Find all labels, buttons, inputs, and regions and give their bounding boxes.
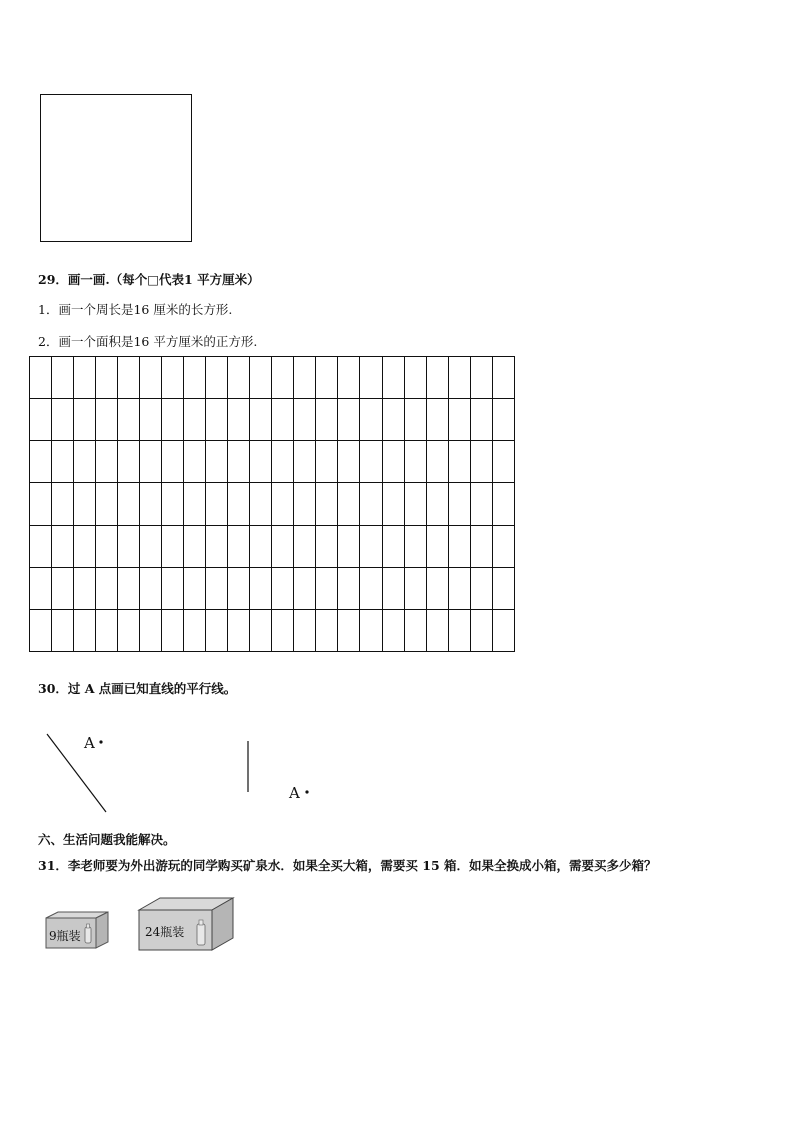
grid-cell	[162, 567, 184, 609]
grid-cell	[492, 525, 514, 567]
grid-cell	[250, 399, 272, 441]
grid-cell	[228, 567, 250, 609]
grid-cell	[206, 399, 228, 441]
grid-cell	[250, 609, 272, 651]
grid-cell	[52, 441, 74, 483]
grid-cell	[492, 483, 514, 525]
grid-cell	[404, 567, 426, 609]
grid-cell	[228, 483, 250, 525]
grid-cell	[294, 609, 316, 651]
grid-cell	[382, 357, 404, 399]
section-6-title: 六、生活问题我能解决。	[38, 832, 176, 847]
grid-cell	[206, 525, 228, 567]
grid-cell	[118, 567, 140, 609]
grid-cell	[382, 441, 404, 483]
q31-title: 31．李老师要为外出游玩的同学购买矿泉水．如果全买大箱，需要买 15 箱．如果全换成小箱，需要买多少箱？	[38, 858, 657, 873]
grid-cell	[30, 357, 52, 399]
grid-cell	[96, 567, 118, 609]
grid-cell	[360, 567, 382, 609]
grid-cell	[492, 399, 514, 441]
grid-cell	[272, 483, 294, 525]
grid-cell	[294, 399, 316, 441]
grid-row	[30, 441, 515, 483]
grid-cell	[206, 483, 228, 525]
grid-cell	[30, 441, 52, 483]
grid-cell	[250, 357, 272, 399]
grid-cell	[426, 567, 448, 609]
grid-cell	[404, 399, 426, 441]
grid-cell	[448, 357, 470, 399]
grid-cell	[140, 357, 162, 399]
grid-cell	[74, 609, 96, 651]
grid-row	[30, 567, 515, 609]
drawing-grid	[29, 356, 515, 652]
q29-task-1: 1．画一个周长是16 厘米的长方形.	[38, 302, 233, 317]
bottle-icon	[85, 927, 91, 943]
grid-cell	[184, 483, 206, 525]
grid-cell	[316, 483, 338, 525]
grid-cell	[118, 357, 140, 399]
grid-cell	[228, 441, 250, 483]
grid-cell	[294, 441, 316, 483]
grid-cell	[30, 483, 52, 525]
grid-cell	[228, 357, 250, 399]
grid-cell	[272, 567, 294, 609]
grid-cell	[316, 567, 338, 609]
grid-cell	[96, 483, 118, 525]
grid-cell	[360, 441, 382, 483]
grid-cell	[250, 483, 272, 525]
given-line-diagonal	[47, 734, 106, 812]
grid-cell	[448, 441, 470, 483]
grid-cell	[360, 525, 382, 567]
grid-cell	[184, 441, 206, 483]
grid-cell	[228, 399, 250, 441]
grid-cell	[74, 441, 96, 483]
grid-cell	[360, 399, 382, 441]
grid-cell	[316, 399, 338, 441]
grid-cell	[30, 567, 52, 609]
grid-cell	[338, 483, 360, 525]
grid-cell	[74, 483, 96, 525]
grid-cell	[250, 441, 272, 483]
grid-cell	[206, 567, 228, 609]
grid-cell	[250, 525, 272, 567]
grid-cell	[360, 357, 382, 399]
grid-cell	[184, 525, 206, 567]
grid-cell	[52, 609, 74, 651]
grid-cell	[294, 357, 316, 399]
grid-cell	[52, 483, 74, 525]
grid-cell	[162, 357, 184, 399]
grid-cell	[30, 399, 52, 441]
q30-title: 30．过 A 点画已知直线的平行线。	[38, 681, 237, 696]
grid-cell	[118, 441, 140, 483]
point-a-dot-1	[99, 740, 102, 743]
grid-cell	[206, 357, 228, 399]
grid-cell	[470, 399, 492, 441]
grid-cell	[206, 441, 228, 483]
grid-cell	[96, 399, 118, 441]
grid-cell	[118, 609, 140, 651]
grid-cell	[74, 357, 96, 399]
grid-cell	[360, 483, 382, 525]
grid-cell	[96, 609, 118, 651]
grid-cell	[30, 525, 52, 567]
grid-cell	[140, 567, 162, 609]
grid-cell	[382, 399, 404, 441]
bottle-icon	[197, 924, 205, 945]
grid-cell	[74, 525, 96, 567]
grid-cell	[118, 483, 140, 525]
grid-cell	[382, 483, 404, 525]
grid-cell	[162, 525, 184, 567]
grid-cell	[140, 441, 162, 483]
grid-cell	[228, 525, 250, 567]
grid-cell	[404, 357, 426, 399]
square-figure	[40, 94, 192, 242]
grid-cell	[272, 525, 294, 567]
grid-cell	[470, 525, 492, 567]
large-box-label: 24瓶装	[145, 925, 185, 939]
grid-cell	[470, 609, 492, 651]
grid-cell	[448, 483, 470, 525]
grid-cell	[30, 609, 52, 651]
grid-cell	[272, 609, 294, 651]
grid-cell	[470, 441, 492, 483]
grid-cell	[316, 441, 338, 483]
grid-cell	[316, 357, 338, 399]
grid-cell	[184, 357, 206, 399]
grid-cell	[184, 609, 206, 651]
point-a-label-2: A	[289, 784, 300, 802]
grid-cell	[448, 525, 470, 567]
grid-cell	[470, 483, 492, 525]
point-a-dot-2	[305, 790, 308, 793]
grid-cell	[272, 399, 294, 441]
grid-cell	[470, 567, 492, 609]
grid-row	[30, 525, 515, 567]
grid-row	[30, 357, 515, 399]
grid-cell	[448, 609, 470, 651]
grid-cell	[338, 609, 360, 651]
grid-cell	[140, 525, 162, 567]
grid-cell	[492, 357, 514, 399]
grid-cell	[382, 609, 404, 651]
grid-cell	[426, 525, 448, 567]
grid-cell	[52, 357, 74, 399]
grid-cell	[492, 441, 514, 483]
grid-cell	[206, 609, 228, 651]
grid-cell	[96, 525, 118, 567]
grid-cell	[140, 483, 162, 525]
grid-row	[30, 483, 515, 525]
grid-row	[30, 609, 515, 651]
grid-cell	[338, 357, 360, 399]
large-box-illustration	[0, 0, 1, 1]
grid-cell	[382, 525, 404, 567]
grid-cell	[140, 609, 162, 651]
grid-cell	[74, 399, 96, 441]
grid-cell	[316, 609, 338, 651]
grid-cell	[404, 441, 426, 483]
grid-cell	[404, 609, 426, 651]
grid-cell	[272, 441, 294, 483]
grid-row	[30, 399, 515, 441]
grid-cell	[404, 525, 426, 567]
grid-cell	[492, 609, 514, 651]
grid-cell	[272, 357, 294, 399]
grid-cell	[250, 567, 272, 609]
grid-cell	[448, 399, 470, 441]
grid-cell	[404, 483, 426, 525]
grid-cell	[426, 399, 448, 441]
grid-cell	[52, 525, 74, 567]
grid-cell	[162, 483, 184, 525]
grid-cell	[162, 609, 184, 651]
grid-cell	[140, 399, 162, 441]
grid-cell	[74, 567, 96, 609]
grid-cell	[426, 357, 448, 399]
grid-cell	[294, 525, 316, 567]
grid-cell	[228, 609, 250, 651]
grid-cell	[294, 483, 316, 525]
grid-cell	[294, 567, 316, 609]
grid-cell	[184, 399, 206, 441]
grid-cell	[316, 525, 338, 567]
grid-cell	[96, 357, 118, 399]
grid-cell	[338, 525, 360, 567]
grid-cell	[338, 399, 360, 441]
grid-cell	[360, 609, 382, 651]
grid-cell	[118, 525, 140, 567]
grid-cell	[184, 567, 206, 609]
grid-cell	[52, 567, 74, 609]
grid-cell	[52, 399, 74, 441]
q29-task-2: 2．画一个面积是16 平方厘米的正方形.	[38, 334, 258, 349]
grid-cell	[470, 357, 492, 399]
grid-cell	[118, 399, 140, 441]
grid-cell	[426, 483, 448, 525]
grid-cell	[338, 567, 360, 609]
grid-cell	[492, 567, 514, 609]
grid-cell	[338, 441, 360, 483]
grid-cell	[382, 567, 404, 609]
point-a-label-1: A	[84, 734, 95, 752]
grid-cell	[96, 441, 118, 483]
grid-cell	[448, 567, 470, 609]
q29-title: 29．画一画.（每个□代表1 平方厘米）	[38, 272, 260, 287]
grid-cell	[162, 441, 184, 483]
small-box-label: 9瓶装	[49, 929, 81, 943]
grid-cell	[426, 441, 448, 483]
grid-cell	[426, 609, 448, 651]
grid-cell	[162, 399, 184, 441]
